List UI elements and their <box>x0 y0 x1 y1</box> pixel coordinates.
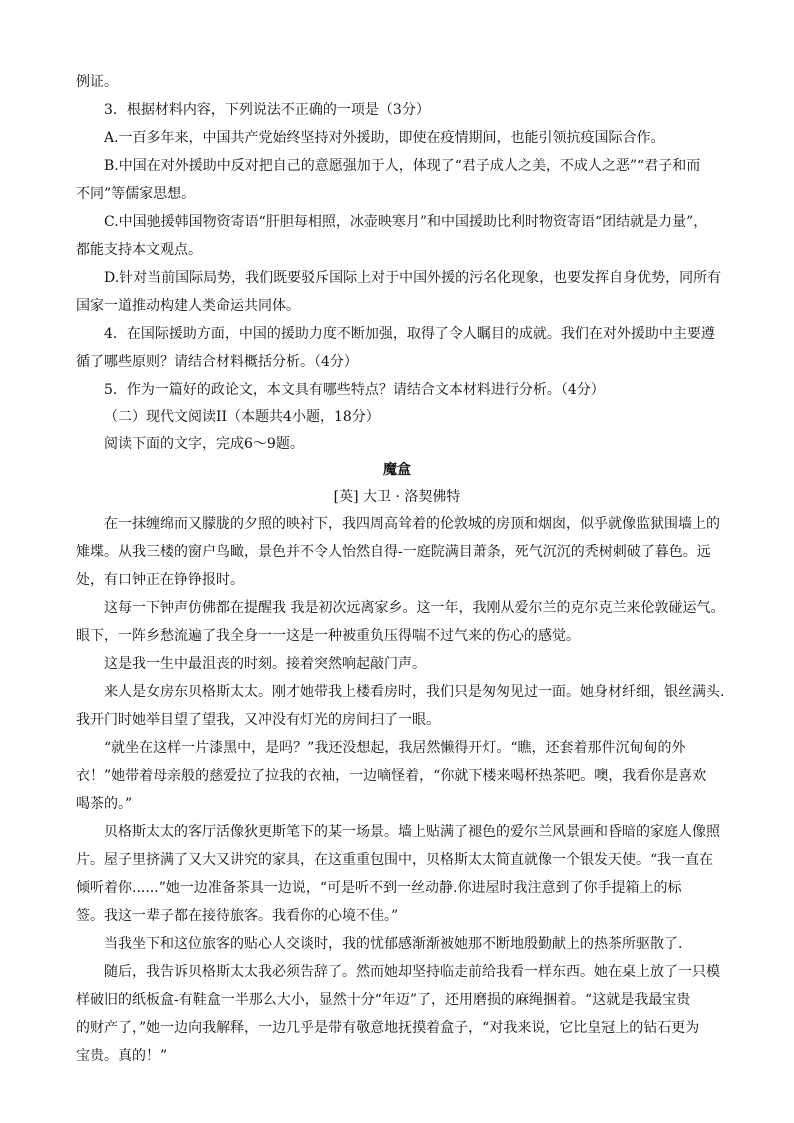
story-line: 片。屋子里挤满了又大又讲究的家具，在这重重包围中，贝格斯太太简直就像一个银发天使。“我一直在 <box>76 852 714 868</box>
story-line: 这每一下钟声仿佛都在提醒我 我是初次远离家乡。这一年，我刚从爱尔兰的克尔克兰来伦敦碰运气。 <box>104 600 725 616</box>
story-line: 我开门时她举目望了望我，又冲没有灯光的房间扫了一眼。 <box>76 712 440 728</box>
instruction: 阅读下面的文字，完成6～9题。 <box>104 436 304 452</box>
text-line: 例证。 <box>76 74 118 90</box>
story-line: 来人是女房东贝格斯太太。刚才她带我上楼看房时，我们只是匆匆见过一面。她身材纤细，银丝满头. <box>104 684 725 700</box>
option-c: C.中国驰援韩国物资寄语“肝胆每相照，冰壶映寒月”和中国援助比利时物资寄语“团结就是力量”， <box>104 214 708 230</box>
story-line: 衣！”她带着母亲般的慈爱拉了拉我的衣袖，一边嘀怪着，“你就下楼来喝杯热茶吧。噢，我看你是喜欢 <box>76 768 707 784</box>
option-b-cont: 不同”等儒家思想。 <box>76 186 196 202</box>
story-line: 宝贵。真的！” <box>76 1048 168 1064</box>
story-line: 雉堞。从我三楼的窗户鸟瞰，景色并不令人怡然自得-一庭院满目萧条，死气沉沉的秃树刺破了暮色。远 <box>76 544 711 560</box>
story-author: [英] 大卫 · 洛契佛特 <box>333 489 461 505</box>
story-line: 眼下，一阵乡愁流遍了我全身一一这是一种被重负压得喘不过气来的伤心的感觉。 <box>76 628 580 644</box>
question-5: 5．作为一篇好的政论文，本文具有哪些特点？请结合文本材料进行分析。（4分） <box>104 382 605 398</box>
option-a: A.一百多年来，中国共产党始终坚持对外援助，即使在疫情期间，也能引领抗疫国际合作。 <box>104 130 665 146</box>
story-line: 签。我这一辈子都在接待旅客。我看你的心境不佳。” <box>76 908 399 924</box>
story-line: 贝格斯太太的客厅活像狄更斯笔下的某一场景。墙上贴满了褪色的爱尔兰风景画和昏暗的家庭人像照 <box>104 824 720 840</box>
story-line: 随后，我告诉贝格斯太太我必须告辞了。然而她却坚持临走前给我看一样东西。她在桌上放了一只模 <box>104 964 720 980</box>
question-4-cont: 循了哪些原则？请结合材料概括分析。（4分） <box>76 354 358 370</box>
story-line: 的财产了，”她一边向我解释，一边几乎是带有敬意地抚摸着盒子，“对我来说，它比皇冠上的钻石更为 <box>76 1020 700 1036</box>
section-heading: （二）现代文阅读II（本题共4小题，18分） <box>104 409 380 425</box>
story-line: “就坐在这样一片漆黑中，是吗？”我还没想起，我居然懒得开灯。“瞧，还套着那件沉甸甸的外 <box>104 740 686 756</box>
question-3: 3．根据材料内容，下列说法不正确的一项是（3分） <box>104 102 430 118</box>
story-line: 倾听着你......”她一边准备茶具一边说，“可是听不到一丝动静.你进屋时我注意到了你手提箱上的标 <box>76 880 682 896</box>
story-line: 样破旧的纸板盒-有鞋盒一半那么大小，显然十分“年迈”了，还用磨损的麻绳捆着。“这就是我最宝贵 <box>76 992 691 1008</box>
story-line: 当我坐下和这位旅客的贴心人交谈时，我的忧郁感渐渐被她那不断地殷勤献上的热茶所驱散了. <box>104 936 683 952</box>
option-c-cont: 都能支持本文观点。 <box>76 242 202 258</box>
story-title: 魔盒 <box>383 462 411 478</box>
option-b: B.中国在对外援助中反对把自己的意愿强加于人，体现了“君子成人之美，不成人之恶”“君子和而 <box>104 158 701 174</box>
story-line: 处，有口钟正在铮铮报时。 <box>76 572 244 588</box>
option-d-cont: 国家一道推动构建人类命运共同体。 <box>76 298 300 314</box>
question-4: 4．在国际援助方面，中国的援助力度不断加强，取得了令人瞩目的成就。我们在对外援助中主要遵 <box>104 326 715 342</box>
story-line: 这是我一生中最沮丧的时刻。接着突然响起敲门声。 <box>104 656 426 672</box>
story-line: 在一抹缠绵而又朦胧的夕照的映衬下，我四周高耸着的伦敦城的房顶和烟囱，似乎就像监狱围墙上的 <box>104 516 720 532</box>
story-line: 喝茶的。” <box>76 796 133 812</box>
option-d: D.针对当前国际局势，我们既要驳斥国际上对于中国外援的污名化现象，也要发挥自身优势，同所有 <box>104 270 722 286</box>
